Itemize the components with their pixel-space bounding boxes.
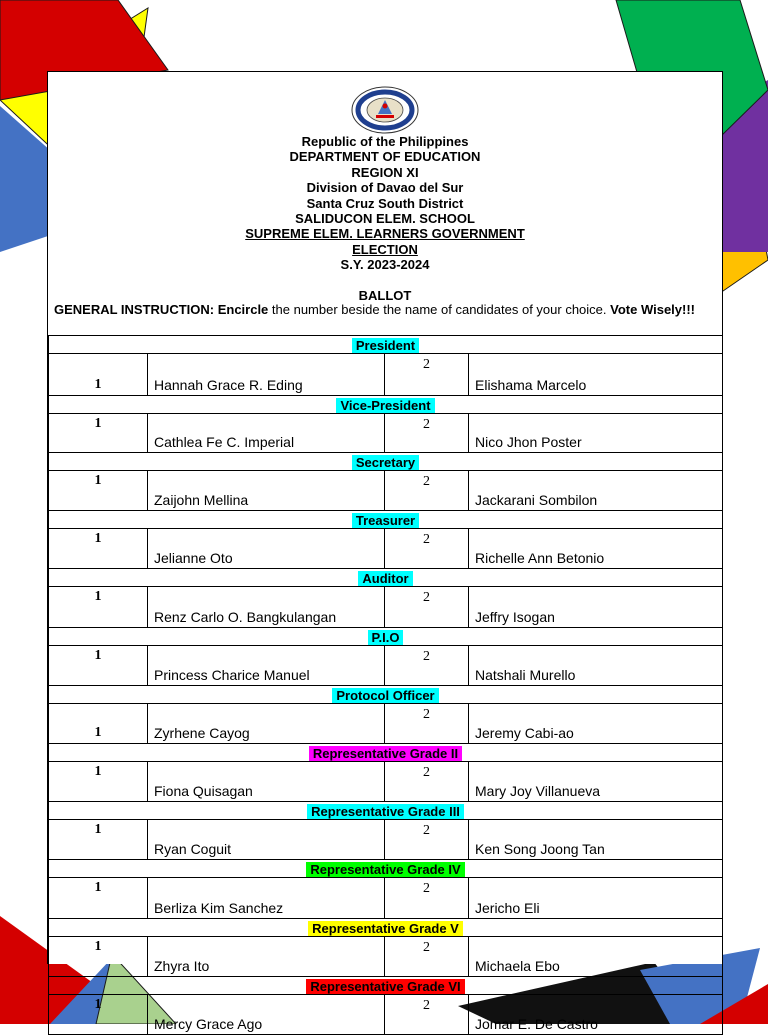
candidate-number-1[interactable]: 1 (49, 937, 148, 977)
position-title: Representative Grade VI (306, 979, 464, 994)
position-row (49, 396, 723, 414)
candidate-number-1[interactable]: 1 (49, 471, 148, 511)
position-title: President (352, 338, 419, 353)
candidate-number-1[interactable]: 1 (49, 646, 148, 686)
header-line: REGION XI (351, 164, 419, 180)
candidate-number-2[interactable]: 2 (385, 937, 469, 977)
position-row (49, 453, 723, 471)
position-title: Representative Grade II (309, 746, 462, 761)
position-title: Vice-President (336, 398, 434, 413)
position-row (49, 628, 723, 646)
position-row (49, 336, 723, 354)
ballot-table (48, 335, 723, 1035)
candidate-number-2[interactable]: 2 (385, 646, 469, 686)
header-line: SALIDUCON ELEM. SCHOOL (295, 211, 475, 227)
candidate-name-2: Nico Jhon Poster (469, 414, 723, 453)
candidate-number-2[interactable]: 2 (385, 471, 469, 511)
candidate-name-2: Jeffry Isogan (469, 587, 723, 628)
candidate-number-2[interactable]: 2 (385, 995, 469, 1035)
candidate-number-1[interactable]: 1 (49, 704, 148, 744)
candidate-row (49, 414, 723, 453)
ballot-page (47, 71, 723, 1032)
candidate-name-1: Zhyra Ito (148, 937, 385, 977)
candidate-number-2[interactable]: 2 (385, 878, 469, 919)
instruction-emphasis: Vote Wisely!!! (610, 302, 695, 317)
candidate-name-1: Hannah Grace R. Eding (148, 354, 385, 396)
header-line-underlined: ELECTION (352, 241, 418, 257)
position-title: Auditor (358, 571, 412, 586)
candidate-name-1: Ryan Coguit (148, 820, 385, 860)
instruction-label: GENERAL INSTRUCTION: Encircle (54, 302, 269, 317)
candidate-row (49, 995, 723, 1035)
candidate-name-2: Mary Joy Villanueva (469, 762, 723, 802)
candidate-name-1: Renz Carlo O. Bangkulangan (148, 587, 385, 628)
candidate-name-2: Michaela Ebo (469, 937, 723, 977)
header-line: Santa Cruz South District (306, 195, 464, 211)
candidate-name-2: Elishama Marcelo (469, 354, 723, 396)
candidate-number-1[interactable]: 1 (49, 414, 148, 453)
position-title: Representative Grade IV (306, 862, 464, 877)
candidate-name-2: Richelle Ann Betonio (469, 529, 723, 569)
position-title: Secretary (352, 455, 419, 470)
candidate-number-2[interactable]: 2 (385, 529, 469, 569)
candidate-name-2: Ken Song Joong Tan (469, 820, 723, 860)
candidate-name-2: Jackarani Sombilon (469, 471, 723, 511)
candidate-row (49, 646, 723, 686)
position-row (49, 511, 723, 529)
candidate-number-1[interactable]: 1 (49, 762, 148, 802)
candidate-name-2: Jeremy Cabi-ao (469, 704, 723, 744)
general-instruction (54, 302, 714, 318)
position-title: Representative Grade V (308, 921, 463, 936)
candidate-name-2: Jericho Eli (469, 878, 723, 919)
candidate-name-1: Princess Charice Manuel (148, 646, 385, 686)
candidate-number-2[interactable]: 2 (385, 354, 469, 396)
position-title: P.I.O (368, 630, 404, 645)
candidate-name-1: Mercy Grace Ago (148, 995, 385, 1035)
position-title: Protocol Officer (332, 688, 438, 703)
candidate-name-2: Jomar E. De Castro (469, 995, 723, 1035)
position-row (49, 744, 723, 762)
candidate-name-1: Zyrhene Cayog (148, 704, 385, 744)
candidate-name-1: Fiona Quisagan (148, 762, 385, 802)
candidate-row (49, 587, 723, 628)
candidate-number-1[interactable]: 1 (49, 587, 148, 628)
ballot-title: BALLOT (358, 288, 412, 303)
candidate-name-2: Natshali Murello (469, 646, 723, 686)
candidate-number-2[interactable]: 2 (385, 704, 469, 744)
deped-seal-icon (350, 86, 420, 134)
candidate-name-1: Jelianne Oto (148, 529, 385, 569)
position-row (49, 919, 723, 937)
candidate-number-1[interactable]: 1 (49, 995, 148, 1035)
header-line: DEPARTMENT OF EDUCATION (289, 149, 481, 165)
school-year: S.Y. 2023-2024 (340, 257, 430, 273)
candidate-row (49, 937, 723, 977)
candidate-row (49, 820, 723, 860)
candidate-row (49, 878, 723, 919)
candidate-name-1: Berliza Kim Sanchez (148, 878, 385, 919)
header-line: Republic of the Philippines (301, 134, 469, 149)
candidate-row (49, 471, 723, 511)
candidate-number-1[interactable]: 1 (49, 529, 148, 569)
candidate-number-1[interactable]: 1 (49, 878, 148, 919)
candidate-name-1: Cathlea Fe C. Imperial (148, 414, 385, 453)
candidate-row (49, 762, 723, 802)
position-row (49, 977, 723, 995)
school-header (48, 134, 722, 273)
candidate-number-1[interactable]: 1 (49, 820, 148, 860)
header-line-underlined: SUPREME ELEM. LEARNERS GOVERNMENT (245, 226, 525, 242)
position-row (49, 686, 723, 704)
instruction-text: the number beside the name of candidates of your choice. (268, 302, 611, 317)
position-title: Representative Grade III (307, 804, 464, 819)
candidate-row (49, 704, 723, 744)
candidate-number-2[interactable]: 2 (385, 414, 469, 453)
candidate-name-1: Zaijohn Mellina (148, 471, 385, 511)
candidate-row (49, 529, 723, 569)
position-row (49, 860, 723, 878)
candidate-number-2[interactable]: 2 (385, 587, 469, 628)
position-title: Treasurer (352, 513, 419, 528)
candidate-number-1[interactable]: 1 (49, 354, 148, 396)
candidate-row (49, 354, 723, 396)
header-line: Division of Davao del Sur (306, 180, 464, 196)
candidate-number-2[interactable]: 2 (385, 762, 469, 802)
candidate-number-2[interactable]: 2 (385, 820, 469, 860)
position-row (49, 802, 723, 820)
position-row (49, 569, 723, 587)
